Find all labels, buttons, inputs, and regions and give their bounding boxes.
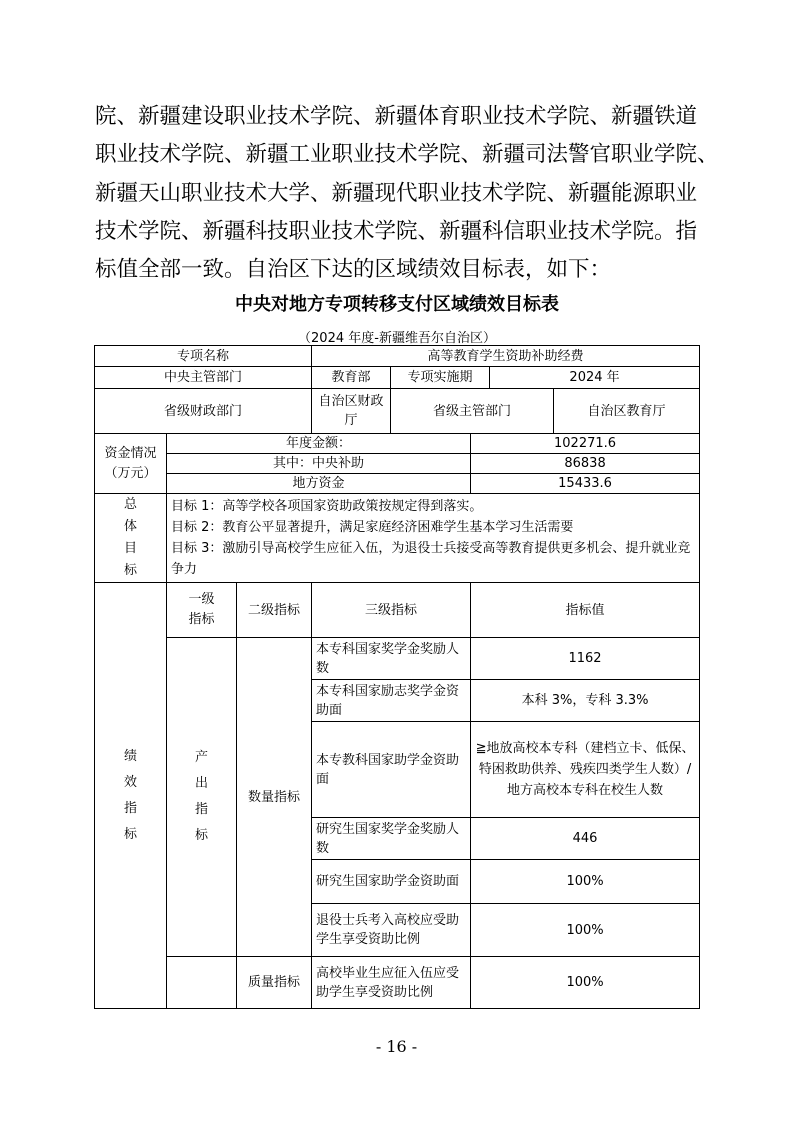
indicator-value: ≧地放高校本专科（建档立卡、低保、特困救助供养、残疾四类学生人数）/地方高校本专科在校生人数	[471, 722, 700, 818]
indicator-name: 研究生国家奖学金奖励人数	[312, 818, 471, 860]
table-title: 中央对地方专项转移支付区域绩效目标表	[235, 294, 559, 315]
central-dept-value: 教育部	[312, 367, 391, 388]
quantity-indicator-cell: 数量指标	[237, 638, 312, 957]
performance-target-table	[94, 345, 700, 1009]
table-row	[95, 494, 700, 583]
col-level3-header: 三级指标	[312, 583, 471, 638]
central-dept-label: 中央主管部门	[95, 367, 312, 389]
paragraph-line: 院、新疆建设职业技术学院、新疆体育职业技术学院、新疆铁道	[95, 104, 698, 129]
local-funds-value: 15433.6	[471, 474, 700, 494]
indicator-name: 研究生国家助学金资助面	[312, 860, 471, 904]
output-indicator-continued	[167, 957, 237, 1009]
paragraph-line: 标值全部一致。自治区下达的区域绩效目标表，如下：	[95, 257, 612, 283]
col-level2-header: 二级指标	[237, 583, 312, 638]
table-row	[95, 454, 700, 474]
output-indicator-cell: 产出指标	[167, 638, 237, 957]
period-value: 2024 年	[569, 370, 620, 385]
table-subtitle: （2024 年度-新疆维吾尔自治区）	[298, 331, 496, 346]
indicator-name: 本专科国家励志奖学金资助面	[312, 680, 471, 722]
prov-dept-value: 自治区教育厅	[587, 403, 666, 419]
intro-paragraph	[95, 98, 719, 289]
indicator-value: 本科 3%，专科 3.3%	[471, 680, 700, 722]
indicator-name: 本专科国家奖学金奖励人数	[312, 638, 471, 680]
paragraph-line: 新疆天山职业技术大学、新疆现代职业技术学院、新疆能源职业	[95, 180, 698, 206]
goal-item: 目标 2：教育公平显著提升，满足家庭经济困难学生基本学习生活需要	[171, 520, 574, 535]
central-dept-subrow	[312, 367, 699, 388]
table-row	[95, 583, 700, 638]
performance-indicators-label: 绩效指标	[95, 583, 167, 1009]
prov-finance-value: 自治区财政厅	[312, 389, 391, 433]
funds-label: 资金情况（万元）	[95, 434, 167, 494]
project-name-value: 高等教育学生资助补助经费	[312, 346, 700, 367]
col-value-header: 指标值	[471, 583, 700, 638]
table-row	[95, 957, 700, 1009]
prov-finance-label: 省级财政部门	[95, 389, 312, 434]
indicator-value: 446	[471, 818, 700, 860]
annual-amount-label: 年度金额：	[167, 434, 471, 454]
table-row	[95, 474, 700, 494]
central-subsidy-value: 86838	[471, 454, 700, 474]
paragraph-line: 技术学院、新疆科技职业技术学院、新疆科信职业技术学院。指	[95, 218, 698, 244]
table-row	[95, 389, 700, 434]
indicator-value: 100%	[471, 957, 700, 1009]
period-label: 专项实施期	[391, 367, 490, 388]
goal-item: 目标 3：激励引导高校学生应征入伍，为退役士兵接受高等教育提供更多机会、提升就业竞争力	[171, 541, 691, 577]
indicator-value: 100%	[471, 860, 700, 904]
indicator-value: 100%	[471, 904, 700, 957]
table-row	[95, 434, 700, 454]
quality-indicator-cell: 质量指标	[237, 957, 312, 1009]
prov-dept-label: 省级主管部门	[391, 389, 554, 433]
indicator-name: 本专教科国家助学金资助面	[312, 722, 471, 818]
paragraph-line: 职业技术学院、新疆工业职业技术学院、新疆司法警官职业学院、	[95, 142, 719, 168]
col-level1-header: 一级指标	[167, 583, 237, 638]
table-row	[95, 367, 700, 389]
annual-amount-value: 102271.6	[471, 434, 700, 454]
local-funds-label: 地方资金	[167, 474, 471, 494]
table-row	[95, 346, 700, 367]
indicator-value: 1162	[471, 638, 700, 680]
overall-goals-content	[167, 494, 700, 583]
indicator-name: 退役士兵考入高校应受助学生享受资助比例	[312, 904, 471, 957]
goal-item: 目标 1：高等学校各项国家资助政策按规定得到落实。	[171, 499, 483, 514]
table-row	[95, 638, 700, 680]
central-subsidy-label: 其中：中央补助	[167, 454, 471, 474]
overall-goals-label: 总体目标	[95, 494, 167, 583]
project-name-label: 专项名称	[95, 346, 312, 367]
prov-finance-subrow	[312, 389, 699, 433]
indicator-name: 高校毕业生应征入伍应受助学生享受资助比例	[312, 957, 471, 1009]
page-number: - 16 -	[375, 1037, 418, 1056]
